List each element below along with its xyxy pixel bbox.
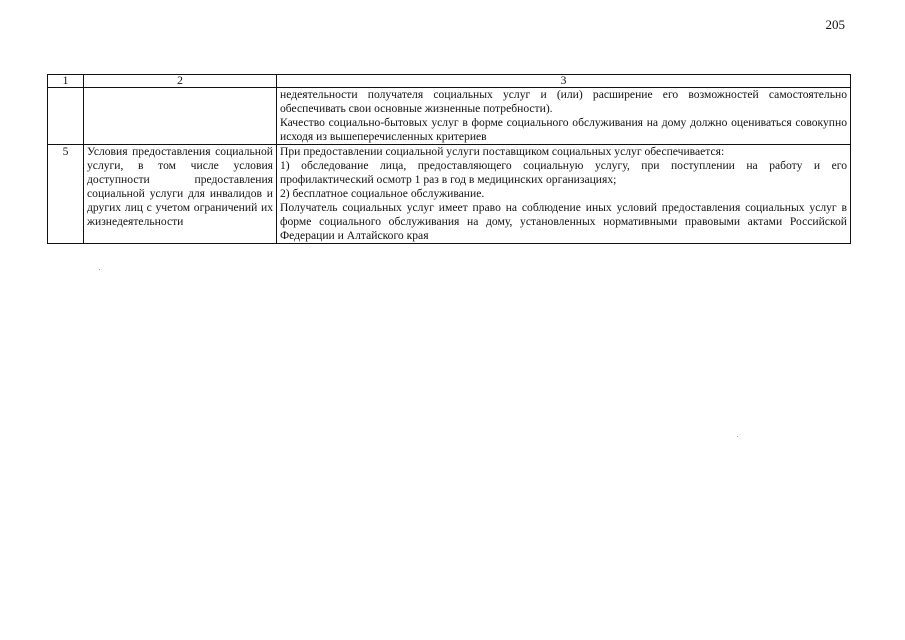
page-number: 205 [825, 17, 845, 32]
content-paragraph: При предоставлении социальной услуги поставщиком социальных услуг обеспечивается: [280, 145, 725, 158]
content-paragraph: Получатель социальных услуг имеет право на соблюдение иных условий предоставления социальных услуг в форме социального обслуживания на дому, установленных нормативными правовыми актами Российской Федерации и Алтайского края [280, 201, 847, 242]
column-header-3: 3 [277, 75, 851, 88]
column-header-2: 2 [84, 75, 277, 88]
content-paragraph: 1) обследование лица, предоставляющего социальную услугу, при поступлении на работу и его профилактический осмотр 1 раз в год в медицинских организациях; [280, 159, 847, 186]
row-content-cell [277, 88, 851, 145]
row-number-cell: 5 [48, 145, 84, 244]
row-number-cell [48, 88, 84, 145]
content-paragraph: недеятельности получателя социальных услуг и (или) расширение его возможностей самостоятельно обеспечивать свои основные жизненные потребности). [280, 88, 847, 115]
scan-speck [99, 269, 100, 270]
row-name-cell: Условия предоставления социальной услуги, в том числе условия доступности предоставления социальной услуги для инвалидов и других лиц с учетом ограничений их жизнедеятельности [84, 145, 277, 244]
row-content-cell [277, 145, 851, 244]
services-table [47, 74, 851, 244]
row-name-cell [84, 88, 277, 145]
table-header-row [48, 75, 851, 88]
column-header-1: 1 [48, 75, 84, 88]
scan-speck [737, 436, 738, 437]
table-row-continuation [48, 88, 851, 145]
table-row-5 [48, 145, 851, 244]
content-paragraph: Качество социально-бытовых услуг в форме социального обслуживания на дому должно оцениваться совокупно исходя из вышеперечисленных критериев [280, 116, 847, 143]
content-paragraph: 2) бесплатное социальное обслуживание. [280, 187, 485, 200]
